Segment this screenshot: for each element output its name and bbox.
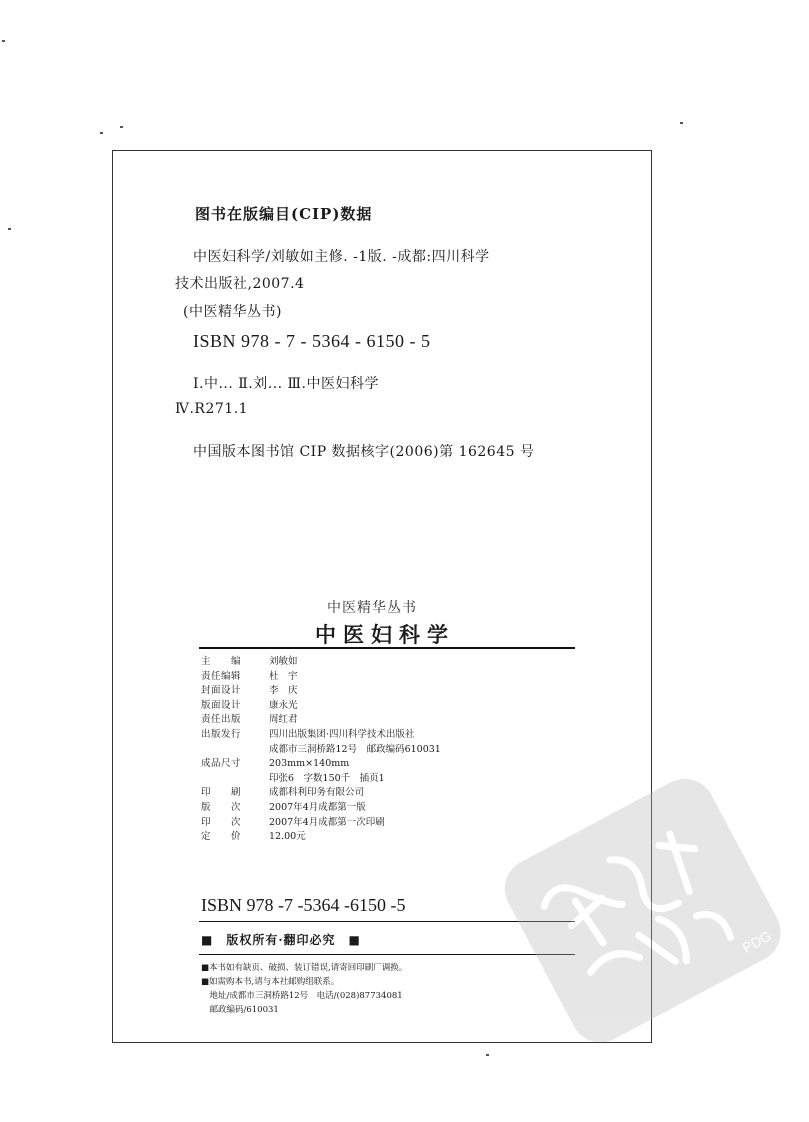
colophon-row (201, 772, 441, 787)
scan-speck (680, 122, 683, 124)
colophon-value: 杜 宇 (269, 670, 298, 682)
colophon-value: 李 庆 (269, 685, 298, 697)
watermark-text: PDG (739, 927, 774, 956)
cip-line-classification: Ⅳ.R271.1 (175, 401, 249, 417)
colophon-row (201, 655, 441, 670)
scan-speck (2, 40, 5, 42)
rights-bottom-rule (199, 954, 575, 955)
colophon-label: 封面设计 (201, 685, 242, 697)
title-rule (199, 647, 575, 649)
series-name: 中医精华丛书 (327, 600, 417, 616)
colophon-value: 康永光 (269, 699, 298, 711)
colophon-row (201, 786, 441, 801)
note-line: 邮政编码/610031 (201, 1005, 279, 1015)
colophon-label: 印 刷 (201, 787, 242, 799)
colophon-value: 刘敏如 (269, 656, 298, 667)
colophon-label (201, 772, 269, 787)
colophon-label: 印 次 (201, 816, 242, 828)
book-title: 中医妇科学 (315, 622, 455, 647)
colophon-label: 成品尺寸 (201, 758, 242, 770)
note-line: ■如需购本书,请与本社邮购组联系。 (201, 977, 340, 987)
cip-isbn: ISBN 978 - 7 - 5364 - 6150 - 5 (193, 331, 431, 351)
colophon-label: 责任编辑 (201, 670, 242, 682)
cip-line-series: (中医精华丛书) (183, 304, 282, 320)
colophon-row (201, 743, 441, 758)
colophon-row (201, 816, 441, 831)
contact-notes (201, 961, 407, 1017)
colophon-row (201, 684, 441, 699)
cip-line-author: 中医妇科学/刘敏如主修. -1版. -成都:四川科学 (193, 249, 490, 265)
colophon-value: 周红君 (269, 714, 298, 726)
cip-line-subject: Ⅰ.中... Ⅱ.刘... Ⅲ.中医妇科学 (193, 376, 379, 392)
colophon-row (201, 830, 441, 845)
colophon-label: 版 次 (201, 801, 242, 813)
colophon-row (201, 801, 441, 816)
colophon-value: 2007年4月成都第一版 (269, 801, 366, 813)
colophon-label: 出版发行 (201, 728, 242, 740)
scan-speck (8, 228, 11, 230)
colophon-label: 责任出版 (201, 714, 242, 726)
colophon-value: 成都科利印务有限公司 (269, 787, 365, 799)
colophon-row (201, 728, 441, 743)
cip-line-record: 中国版本图书馆 CIP 数据核字(2006)第 162645 号 (193, 444, 535, 460)
note-line: ■本书如有缺页、破损、装订错误,请寄回印刷厂调换。 (201, 963, 408, 973)
colophon-label (201, 743, 269, 758)
note-line: 地址/成都市三洞桥路12号 电话/(028)87734081 (201, 991, 403, 1001)
colophon-row (201, 670, 441, 685)
scan-speck (120, 126, 123, 128)
cip-line-publisher: 技术出版社,2007.4 (175, 276, 305, 292)
colophon-label: 定 价 (201, 831, 242, 843)
colophon-label: 版面设计 (201, 699, 242, 711)
colophon-value: 12.00元 (269, 831, 306, 843)
colophon-table (201, 655, 441, 845)
colophon-row (201, 699, 441, 714)
colophon-label: 主 编 (201, 656, 242, 667)
isbn-barcode-line: ISBN 978 -7 -5364 -6150 -5 (201, 895, 406, 915)
colophon-value: 四川出版集团·四川科学技术出版社 (269, 728, 415, 740)
colophon-value: 2007年4月成都第一次印刷 (269, 816, 385, 828)
colophon-value: 203mm×140mm (269, 758, 350, 770)
colophon-value: 印张6 字数150千 插页1 (269, 772, 385, 784)
cip-title: 图书在版编目(CIP)数据 (195, 205, 373, 223)
rights-notice: ■ 版权所有·翻印必究 ■ (201, 933, 361, 947)
colophon-value: 成都市三洞桥路12号 邮政编码610031 (269, 743, 441, 755)
scan-speck (486, 1054, 489, 1056)
scan-speck (100, 132, 103, 134)
colophon-row (201, 713, 441, 728)
colophon-row (201, 757, 441, 772)
